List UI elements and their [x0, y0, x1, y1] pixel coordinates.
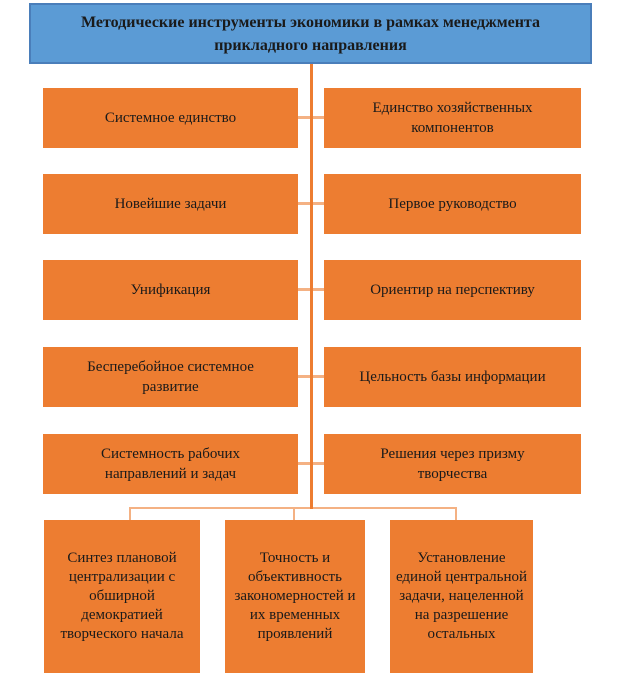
center-spine-connector: [310, 64, 313, 509]
bottom-box-2-label: Точность и объективность закономерностей и их временных проявлений: [234, 550, 356, 642]
diagram-title: Методические инструменты экономики в рамках менеджмента прикладного направления: [81, 13, 540, 54]
left-box-3: [43, 260, 298, 320]
left-box-2: [43, 174, 298, 234]
left-box-5: [43, 434, 298, 494]
bottom-branch-drop-center: [293, 507, 295, 521]
bottom-box-3: [390, 520, 533, 673]
right-box-4-label: Цельность базы информации: [359, 369, 546, 385]
bottom-box-2: [225, 520, 365, 673]
right-box-5: [324, 434, 581, 494]
right-box-3-label: Ориентир на перспективу: [370, 282, 535, 298]
right-box-1-label: Единство хозяйственных компонентов: [372, 100, 533, 136]
right-box-2: [324, 174, 581, 234]
bottom-box-1-label: Синтез плановой централизации с обширной демократией творческого начала: [60, 550, 184, 642]
left-box-5-label: Системность рабочих направлений и задач: [100, 446, 241, 482]
right-box-5-label: Решения через призму творчества: [380, 446, 525, 482]
right-box-1: [324, 88, 581, 148]
left-box-1: [43, 88, 298, 148]
bottom-box-3-label: Установление единой центральной задачи, нацеленной на разрешение остальных: [395, 550, 528, 642]
bottom-branch-drop-left: [129, 507, 131, 521]
right-box-4: [324, 347, 581, 407]
bottom-box-1: [44, 520, 200, 673]
left-box-4-label: Бесперебойное системное развитие: [87, 359, 254, 395]
left-box-3-label: Унификация: [130, 282, 211, 298]
right-box-3: [324, 260, 581, 320]
right-box-2-label: Первое руководство: [388, 196, 517, 212]
left-box-2-label: Новейшие задачи: [114, 196, 227, 212]
left-box-1-label: Системное единство: [104, 110, 237, 126]
left-box-4: [43, 347, 298, 407]
diagram-title-box: [29, 3, 592, 64]
bottom-branch-drop-right: [455, 507, 457, 521]
